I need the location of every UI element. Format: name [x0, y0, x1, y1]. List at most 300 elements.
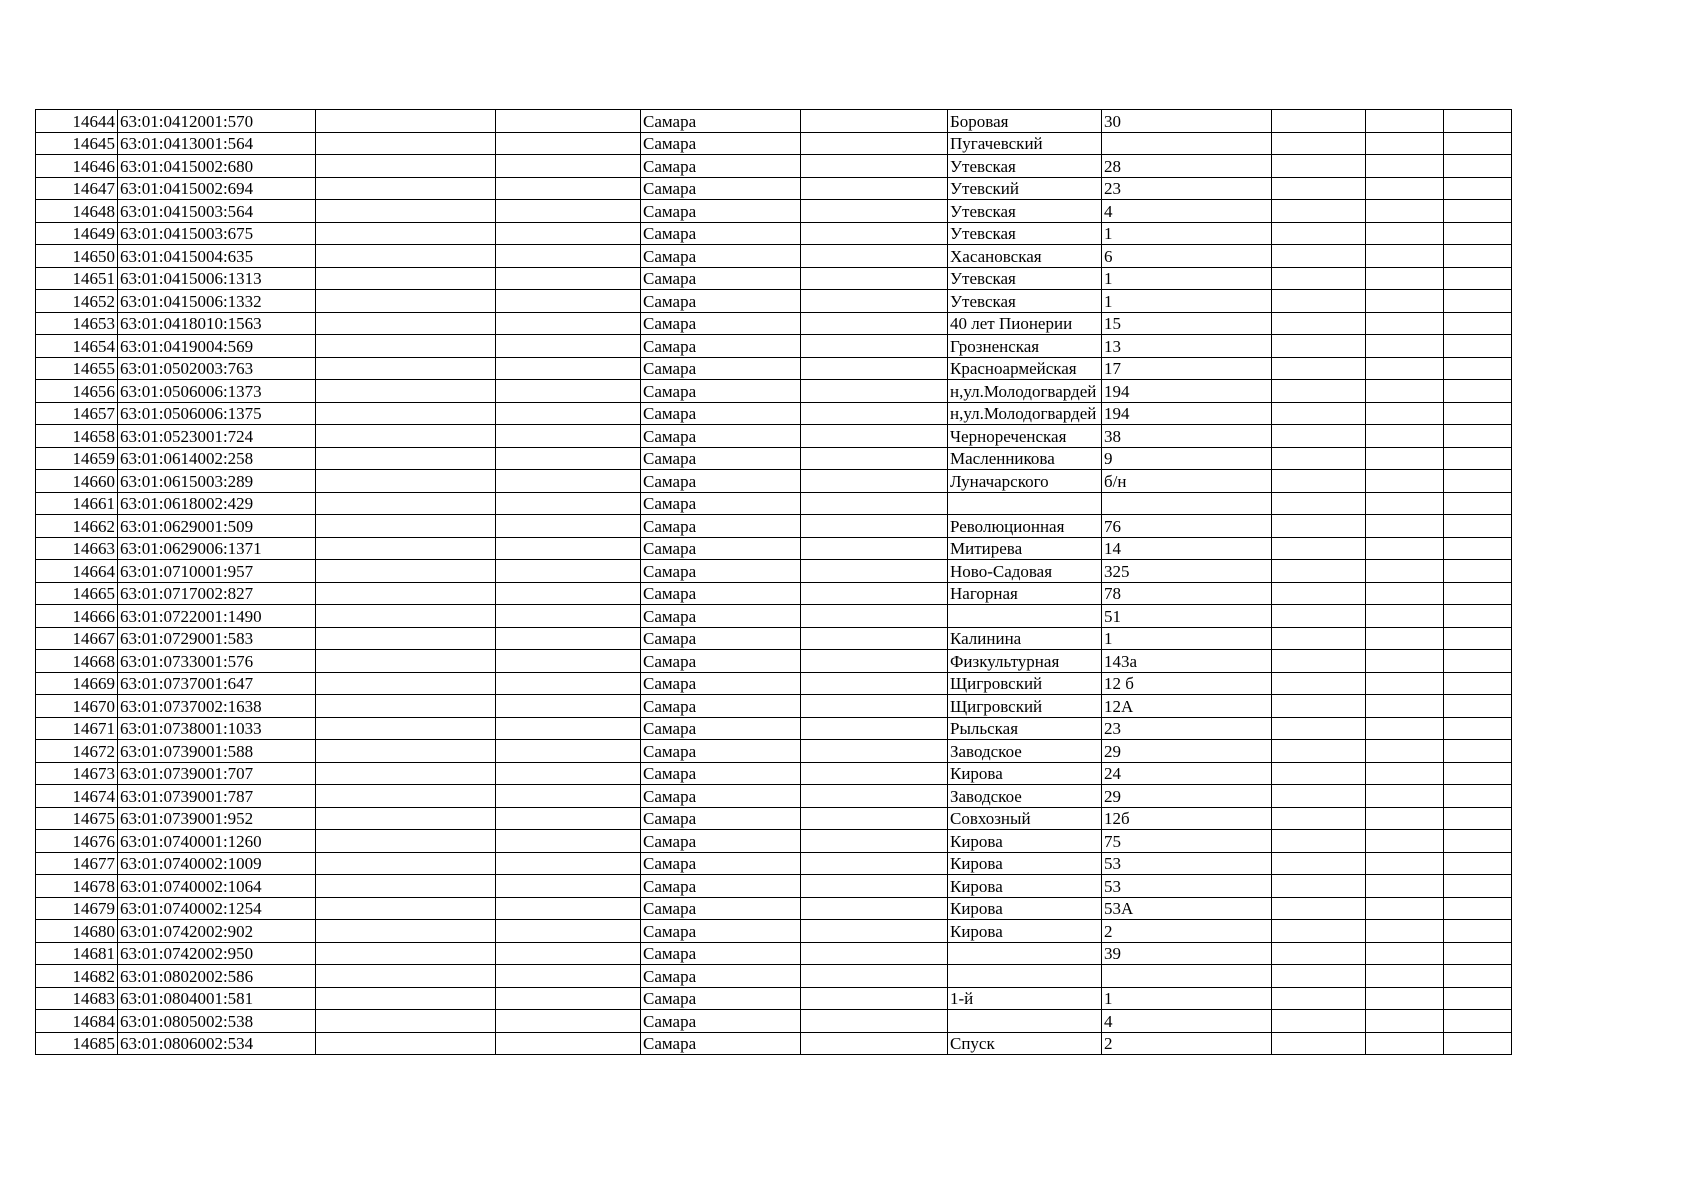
street-cell [948, 1010, 1102, 1033]
city-cell: Самара [641, 177, 801, 200]
empty-cell [316, 222, 496, 245]
house-number-cell [1102, 492, 1272, 515]
empty-cell [316, 762, 496, 785]
street-cell: Щигровский [948, 672, 1102, 695]
table-row [36, 582, 1582, 605]
empty-cell [316, 695, 496, 718]
empty-cell [496, 132, 641, 155]
table-row [36, 965, 1582, 988]
empty-cell [316, 245, 496, 268]
empty-cell [316, 447, 496, 470]
table-row [36, 290, 1582, 313]
record-number-cell: 14655 [36, 357, 118, 380]
empty-cell [316, 492, 496, 515]
empty-cell [1272, 740, 1366, 763]
cadastral-number-cell: 63:01:0415006:1313 [118, 267, 316, 290]
empty-cell [801, 852, 948, 875]
street-cell [948, 942, 1102, 965]
empty-cell [316, 110, 496, 133]
house-number-cell: 23 [1102, 717, 1272, 740]
empty-cell [1272, 672, 1366, 695]
empty-cell [1272, 852, 1366, 875]
house-number-cell: 15 [1102, 312, 1272, 335]
city-cell: Самара [641, 672, 801, 695]
street-cell: Грозненская [948, 335, 1102, 358]
street-cell: Спуск [948, 1032, 1102, 1055]
empty-cell [1366, 425, 1444, 448]
empty-cell [801, 200, 948, 223]
empty-cell [1272, 335, 1366, 358]
empty-cell [801, 762, 948, 785]
empty-cell [1272, 942, 1366, 965]
record-number-cell: 14672 [36, 740, 118, 763]
cadastral-number-cell: 63:01:0413001:564 [118, 132, 316, 155]
empty-cell [316, 537, 496, 560]
city-cell: Самара [641, 987, 801, 1010]
empty-cell [1272, 965, 1366, 988]
record-number-cell: 14678 [36, 875, 118, 898]
cadastral-number-cell: 63:01:0506006:1375 [118, 402, 316, 425]
city-cell: Самара [641, 897, 801, 920]
empty-cell [316, 875, 496, 898]
empty-cell [1272, 875, 1366, 898]
city-cell: Самара [641, 380, 801, 403]
house-number-cell: 1 [1102, 222, 1272, 245]
street-cell: Утевская [948, 155, 1102, 178]
table-row [36, 762, 1582, 785]
house-number-cell: 13 [1102, 335, 1272, 358]
empty-cell [1444, 695, 1512, 718]
empty-cell [1444, 897, 1512, 920]
empty-cell [316, 515, 496, 538]
house-number-cell: 1 [1102, 267, 1272, 290]
empty-cell [316, 852, 496, 875]
empty-cell [316, 830, 496, 853]
empty-cell [1272, 155, 1366, 178]
empty-cell [1444, 447, 1512, 470]
city-cell: Самара [641, 1010, 801, 1033]
empty-cell [496, 650, 641, 673]
empty-cell [1272, 560, 1366, 583]
empty-cell [316, 267, 496, 290]
empty-cell [1444, 402, 1512, 425]
city-cell: Самара [641, 1032, 801, 1055]
record-number-cell: 14666 [36, 605, 118, 628]
empty-cell [316, 425, 496, 448]
empty-cell [801, 582, 948, 605]
registry-table [35, 109, 1582, 1055]
empty-cell [1366, 920, 1444, 943]
empty-cell [801, 807, 948, 830]
house-number-cell: 39 [1102, 942, 1272, 965]
cadastral-number-cell: 63:01:0739001:952 [118, 807, 316, 830]
empty-cell [1444, 312, 1512, 335]
record-number-cell: 14669 [36, 672, 118, 695]
city-cell: Самара [641, 785, 801, 808]
empty-cell [496, 942, 641, 965]
empty-cell [496, 965, 641, 988]
cadastral-number-cell: 63:01:0740002:1254 [118, 897, 316, 920]
empty-cell [496, 807, 641, 830]
empty-cell [1366, 875, 1444, 898]
empty-cell [1272, 222, 1366, 245]
empty-cell [496, 582, 641, 605]
cadastral-number-cell: 63:01:0618002:429 [118, 492, 316, 515]
house-number-cell: 17 [1102, 357, 1272, 380]
empty-cell [316, 177, 496, 200]
cadastral-number-cell: 63:01:0740002:1064 [118, 875, 316, 898]
empty-cell [1444, 672, 1512, 695]
cadastral-number-cell: 63:01:0740001:1260 [118, 830, 316, 853]
empty-cell [801, 672, 948, 695]
empty-cell [801, 605, 948, 628]
cadastral-number-cell: 63:01:0506006:1373 [118, 380, 316, 403]
empty-cell [1272, 650, 1366, 673]
city-cell: Самара [641, 357, 801, 380]
street-cell [948, 965, 1102, 988]
record-number-cell: 14649 [36, 222, 118, 245]
empty-cell [1366, 650, 1444, 673]
empty-cell [801, 402, 948, 425]
empty-cell [1366, 515, 1444, 538]
empty-cell [496, 920, 641, 943]
empty-cell [1366, 987, 1444, 1010]
empty-cell [1272, 897, 1366, 920]
city-cell: Самара [641, 605, 801, 628]
house-number-cell: 4 [1102, 1010, 1272, 1033]
cadastral-number-cell: 63:01:0739001:707 [118, 762, 316, 785]
cadastral-number-cell: 63:01:0523001:724 [118, 425, 316, 448]
empty-cell [496, 560, 641, 583]
empty-cell [1272, 245, 1366, 268]
house-number-cell: 76 [1102, 515, 1272, 538]
empty-cell [1272, 537, 1366, 560]
record-number-cell: 14660 [36, 470, 118, 493]
empty-cell [496, 425, 641, 448]
cadastral-number-cell: 63:01:0415003:564 [118, 200, 316, 223]
cadastral-number-cell: 63:01:0806002:534 [118, 1032, 316, 1055]
empty-cell [496, 897, 641, 920]
record-number-cell: 14679 [36, 897, 118, 920]
cadastral-number-cell: 63:01:0739001:588 [118, 740, 316, 763]
empty-cell [801, 515, 948, 538]
empty-cell [1366, 312, 1444, 335]
empty-cell [1444, 942, 1512, 965]
empty-cell [496, 470, 641, 493]
empty-cell [1272, 920, 1366, 943]
empty-cell [496, 312, 641, 335]
empty-cell [496, 200, 641, 223]
city-cell: Самара [641, 762, 801, 785]
empty-cell [801, 650, 948, 673]
empty-cell [801, 942, 948, 965]
record-number-cell: 14677 [36, 852, 118, 875]
table-row [36, 470, 1582, 493]
empty-cell [1366, 1032, 1444, 1055]
street-cell: Кирова [948, 762, 1102, 785]
empty-cell [801, 110, 948, 133]
empty-cell [316, 132, 496, 155]
record-number-cell: 14670 [36, 695, 118, 718]
street-cell: Утевский [948, 177, 1102, 200]
house-number-cell: 1 [1102, 987, 1272, 1010]
empty-cell [496, 717, 641, 740]
cadastral-number-cell: 63:01:0742002:950 [118, 942, 316, 965]
empty-cell [801, 470, 948, 493]
record-number-cell: 14680 [36, 920, 118, 943]
city-cell: Самара [641, 245, 801, 268]
table-row [36, 177, 1582, 200]
empty-cell [801, 447, 948, 470]
table-row [36, 1032, 1582, 1055]
empty-cell [801, 132, 948, 155]
city-cell: Самара [641, 132, 801, 155]
record-number-cell: 14662 [36, 515, 118, 538]
empty-cell [1366, 335, 1444, 358]
document-page [35, 109, 1582, 1055]
empty-cell [1366, 785, 1444, 808]
empty-cell [1272, 1010, 1366, 1033]
empty-cell [1444, 627, 1512, 650]
house-number-cell [1102, 132, 1272, 155]
empty-cell [1444, 582, 1512, 605]
empty-cell [801, 965, 948, 988]
empty-cell [1366, 1010, 1444, 1033]
cadastral-number-cell: 63:01:0415002:694 [118, 177, 316, 200]
empty-cell [316, 335, 496, 358]
house-number-cell: 12 б [1102, 672, 1272, 695]
house-number-cell: 23 [1102, 177, 1272, 200]
empty-cell [1366, 560, 1444, 583]
record-number-cell: 14665 [36, 582, 118, 605]
city-cell: Самара [641, 650, 801, 673]
empty-cell [801, 1032, 948, 1055]
empty-cell [496, 875, 641, 898]
cadastral-number-cell: 63:01:0419004:569 [118, 335, 316, 358]
house-number-cell: 78 [1102, 582, 1272, 605]
empty-cell [1272, 425, 1366, 448]
empty-cell [316, 785, 496, 808]
empty-cell [1272, 290, 1366, 313]
empty-cell [801, 627, 948, 650]
empty-cell [316, 1010, 496, 1033]
house-number-cell: 53А [1102, 897, 1272, 920]
empty-cell [1272, 402, 1366, 425]
table-row [36, 1010, 1582, 1033]
empty-cell [1444, 537, 1512, 560]
empty-cell [1444, 1032, 1512, 1055]
table-row [36, 357, 1582, 380]
empty-cell [1272, 357, 1366, 380]
city-cell: Самара [641, 875, 801, 898]
street-cell [948, 492, 1102, 515]
empty-cell [801, 560, 948, 583]
street-cell: Боровая [948, 110, 1102, 133]
empty-cell [801, 357, 948, 380]
empty-cell [316, 470, 496, 493]
empty-cell [1366, 245, 1444, 268]
empty-cell [1366, 762, 1444, 785]
empty-cell [1444, 717, 1512, 740]
street-cell: Рыльская [948, 717, 1102, 740]
table-row [36, 155, 1582, 178]
empty-cell [1444, 852, 1512, 875]
house-number-cell: 1 [1102, 627, 1272, 650]
empty-cell [1272, 470, 1366, 493]
cadastral-number-cell: 63:01:0742002:902 [118, 920, 316, 943]
empty-cell [316, 402, 496, 425]
house-number-cell: 51 [1102, 605, 1272, 628]
street-cell: Кирова [948, 920, 1102, 943]
table-row [36, 515, 1582, 538]
cadastral-number-cell: 63:01:0614002:258 [118, 447, 316, 470]
empty-cell [1272, 762, 1366, 785]
empty-cell [801, 222, 948, 245]
empty-cell [801, 177, 948, 200]
house-number-cell: 143а [1102, 650, 1272, 673]
city-cell: Самара [641, 290, 801, 313]
city-cell: Самара [641, 425, 801, 448]
empty-cell [496, 740, 641, 763]
empty-cell [316, 965, 496, 988]
table-row [36, 695, 1582, 718]
empty-cell [316, 920, 496, 943]
cadastral-number-cell: 63:01:0717002:827 [118, 582, 316, 605]
empty-cell [496, 335, 641, 358]
cadastral-number-cell: 63:01:0629006:1371 [118, 537, 316, 560]
cadastral-number-cell: 63:01:0733001:576 [118, 650, 316, 673]
record-number-cell: 14671 [36, 717, 118, 740]
street-cell: Пугачевский [948, 132, 1102, 155]
cadastral-number-cell: 63:01:0802002:586 [118, 965, 316, 988]
house-number-cell: 4 [1102, 200, 1272, 223]
empty-cell [1366, 942, 1444, 965]
empty-cell [801, 740, 948, 763]
empty-cell [496, 830, 641, 853]
empty-cell [316, 155, 496, 178]
empty-cell [316, 380, 496, 403]
table-row [36, 852, 1582, 875]
empty-cell [1366, 155, 1444, 178]
empty-cell [1366, 177, 1444, 200]
house-number-cell: 75 [1102, 830, 1272, 853]
empty-cell [1444, 830, 1512, 853]
empty-cell [1272, 492, 1366, 515]
empty-cell [1444, 515, 1512, 538]
record-number-cell: 14661 [36, 492, 118, 515]
house-number-cell: 24 [1102, 762, 1272, 785]
house-number-cell: 9 [1102, 447, 1272, 470]
street-cell: н,ул.Молодогвардей [948, 380, 1102, 403]
empty-cell [1272, 200, 1366, 223]
empty-cell [1366, 852, 1444, 875]
empty-cell [496, 290, 641, 313]
empty-cell [801, 312, 948, 335]
city-cell: Самара [641, 560, 801, 583]
city-cell: Самара [641, 312, 801, 335]
empty-cell [316, 740, 496, 763]
empty-cell [496, 1032, 641, 1055]
cadastral-number-cell: 63:01:0415004:635 [118, 245, 316, 268]
empty-cell [1366, 740, 1444, 763]
empty-cell [801, 155, 948, 178]
table-row [36, 267, 1582, 290]
empty-cell [801, 897, 948, 920]
table-row [36, 222, 1582, 245]
cadastral-number-cell: 63:01:0629001:509 [118, 515, 316, 538]
empty-cell [801, 785, 948, 808]
empty-cell [1272, 605, 1366, 628]
street-cell: Заводское [948, 785, 1102, 808]
street-cell: Калинина [948, 627, 1102, 650]
empty-cell [1444, 560, 1512, 583]
empty-cell [801, 425, 948, 448]
record-number-cell: 14652 [36, 290, 118, 313]
cadastral-number-cell: 63:01:0729001:583 [118, 627, 316, 650]
record-number-cell: 14650 [36, 245, 118, 268]
record-number-cell: 14681 [36, 942, 118, 965]
empty-cell [1444, 132, 1512, 155]
record-number-cell: 14648 [36, 200, 118, 223]
empty-cell [316, 650, 496, 673]
house-number-cell: 12б [1102, 807, 1272, 830]
record-number-cell: 14658 [36, 425, 118, 448]
house-number-cell: 1 [1102, 290, 1272, 313]
record-number-cell: 14667 [36, 627, 118, 650]
empty-cell [316, 357, 496, 380]
city-cell: Самара [641, 402, 801, 425]
table-body [36, 110, 1582, 1055]
street-cell: Красноармейская [948, 357, 1102, 380]
record-number-cell: 14675 [36, 807, 118, 830]
empty-cell [496, 110, 641, 133]
cadastral-number-cell: 63:01:0805002:538 [118, 1010, 316, 1033]
cadastral-number-cell: 63:01:0415003:675 [118, 222, 316, 245]
empty-cell [1444, 267, 1512, 290]
table-row [36, 717, 1582, 740]
empty-cell [1444, 335, 1512, 358]
empty-cell [496, 537, 641, 560]
table-row [36, 785, 1582, 808]
empty-cell [1444, 965, 1512, 988]
city-cell: Самара [641, 807, 801, 830]
table-row [36, 650, 1582, 673]
empty-cell [801, 380, 948, 403]
empty-cell [1272, 312, 1366, 335]
record-number-cell: 14653 [36, 312, 118, 335]
house-number-cell: 194 [1102, 402, 1272, 425]
empty-cell [801, 537, 948, 560]
empty-cell [316, 312, 496, 335]
table-row [36, 200, 1582, 223]
empty-cell [496, 762, 641, 785]
empty-cell [496, 515, 641, 538]
city-cell: Самара [641, 335, 801, 358]
table-row [36, 875, 1582, 898]
city-cell: Самара [641, 830, 801, 853]
empty-cell [1272, 582, 1366, 605]
empty-cell [496, 627, 641, 650]
empty-cell [1366, 695, 1444, 718]
cadastral-number-cell: 63:01:0722001:1490 [118, 605, 316, 628]
street-cell: Масленникова [948, 447, 1102, 470]
city-cell: Самара [641, 267, 801, 290]
table-row [36, 560, 1582, 583]
empty-cell [801, 920, 948, 943]
record-number-cell: 14659 [36, 447, 118, 470]
empty-cell [1272, 177, 1366, 200]
empty-cell [801, 695, 948, 718]
